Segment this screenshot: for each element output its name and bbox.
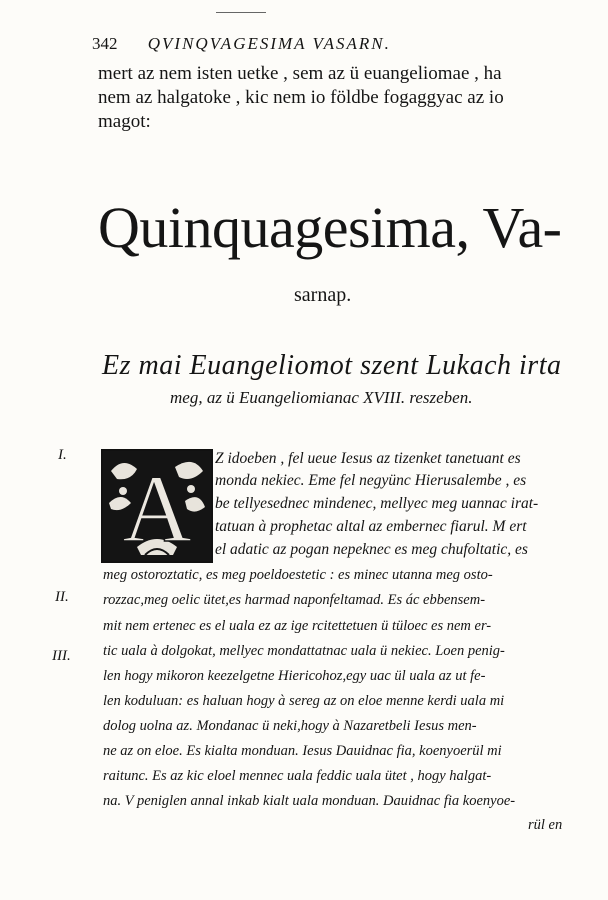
section-title: Quinquagesima, Va- <box>98 195 562 260</box>
catchword: rül en <box>528 817 563 833</box>
margin-number: II. <box>55 589 69 605</box>
margin-number: I. <box>58 447 67 463</box>
text-line: nem az halgatoke , kic nem io földbe fogaggyac az io <box>98 87 504 108</box>
text-line: rozzac,meg oelic ütet,es harmad naponfeltamad. Es ác ebbensem- <box>103 592 486 608</box>
text-line: meg ostoroztatic, es meg poeldoestetic : es minec utanna meg osto- <box>103 567 493 583</box>
text-line: len hogy mikoron keezelgetne Hiericohoz,egy uac ül uala az ut fe- <box>103 668 486 684</box>
text-line: dolog uolna az. Mondanac ü neki,hogy à Nazaretbeli Iesus men- <box>103 718 477 734</box>
text-line: len koduluan: es haluan hogy à sereg az on eloe menne kerdi uala mi <box>103 693 505 709</box>
text-line: na. V peniglen annal inkab kialt uala monduan. Dauidnac fia koenyoe- <box>103 793 516 809</box>
text-line: ne az on eloe. Es kialta monduan. Iesus Dauidnac fia, koenyoerül mi <box>103 743 502 759</box>
text-line: raitunc. Es az kic eloel mennec uala feddic uala ütet , hogy halgat- <box>103 768 492 784</box>
running-title: QVINQVAGESIMA VASARN. <box>147 34 391 53</box>
initial-letter: A <box>122 455 192 561</box>
text-line: tic uala à dolgokat, mellyec mondattatnac uala ü nekiec. Loen penig- <box>103 643 505 659</box>
gospel-heading: Ez mai Euangeliomot szent Lukach irta <box>102 350 562 381</box>
text-line: Z idoeben , fel ueue Iesus az tizenket tanetuant es <box>215 450 521 467</box>
section-subtitle: sarnap. <box>294 284 352 306</box>
text-line: be tellyesednec mindenec, mellyec meg uannac irat- <box>215 495 539 512</box>
text-line: mit nem ertenec es el uala ez az ige rcitettetuen ü tüloec es nem er- <box>103 618 492 634</box>
text-line: mert az nem isten uetke , sem az ü euangeliomae , ha <box>98 63 502 84</box>
text-line: tatuan à prophetac altal az embernec fiarul. M ert <box>215 518 527 535</box>
gospel-heading-line-2: meg, az ü Euangeliomianac XVIII. reszeben. <box>170 388 473 407</box>
margin-number: III. <box>52 648 71 664</box>
text-line: monda nekiec. Eme fel negyünc Hierusalembe , es <box>215 472 527 489</box>
text-line: el adatic az pogan nepeknec es meg chufoltatic, es <box>215 541 528 558</box>
page-number: 342 <box>92 34 118 53</box>
text-line: magot: <box>98 111 151 132</box>
